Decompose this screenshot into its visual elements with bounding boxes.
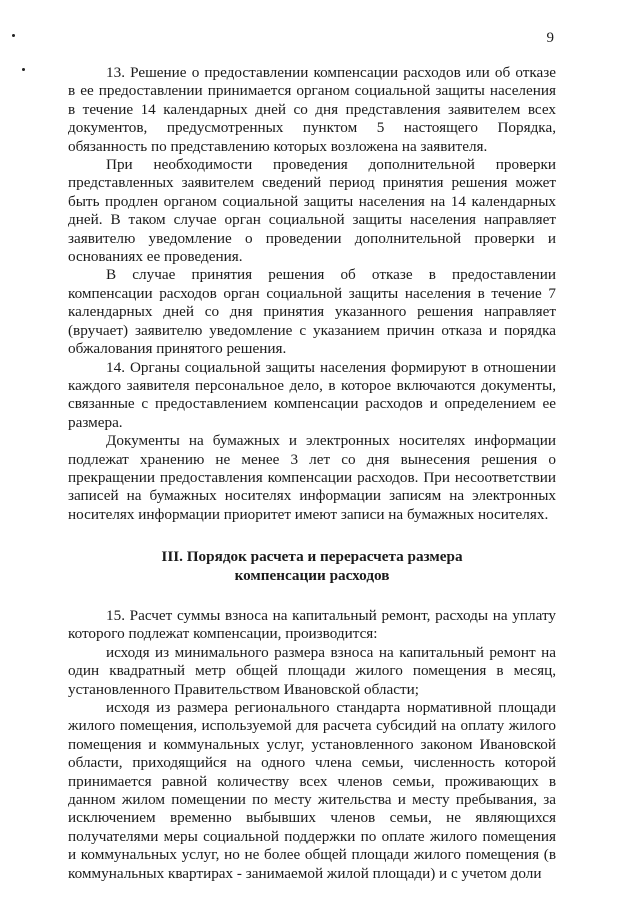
scan-speck-mark	[22, 68, 25, 71]
paragraph-regional-standard: исходя из размера регионального стандарта нормативной площади жилого помещения, используемой для расчета субсидий на оплату жилого помещения и коммунальных услуг, установленного законом Ивановской области, приходящийся на одного члена семьи, численность которой принимается равной количеству всех членов семьи, проживающих в данном жилом помещении по месту жительства и месту пребывания, за исключением временно выбывших членов семьи, не являющихся получателями меры социальной поддержки по оплате жилого помещения и коммунальных услуг, но не более общей площади жилого помещения (в коммунальных квартирах - занимаемой жилой площади) и с учетом доли	[68, 699, 556, 882]
paragraph-13: 13. Решение о предоставлении компенсации расходов или об отказе в ее предоставлении принимается органом социальной защиты населения в течение 14 календарных дней со дня представления заявителем всех документов, предусмотренных пунктом 5 настоящего Порядка, обязанность по представлению которых возложена на заявителя.	[68, 64, 556, 155]
scan-speck-mark	[12, 34, 15, 37]
paragraph-min-contribution: исходя из минимального размера взноса на капитальный ремонт на один квадратный метр общей площади жилого помещения в месяц, установленного Правительством Ивановской области;	[68, 643, 556, 698]
paragraph-refusal: В случае принятия решения об отказе в предоставлении компенсации расходов орган социальной защиты населения в течение 7 календарных дней со дня принятия указанного решения направляет (вручает) заявителю уведомление с указанием причин отказа и порядка обжалования принятого решения.	[68, 266, 556, 358]
paragraph-15: 15. Расчет суммы взноса на капитальный ремонт, расходы на уплату которого подлежат компенсации, производится:	[68, 606, 556, 643]
section-heading-line-2: компенсации расходов	[234, 566, 390, 584]
document-body	[68, 64, 556, 883]
paragraph-extension: При необходимости проведения дополнительной проверки представленных заявителем сведений период принятия решения может быть продлен органом социальной защиты населения на 14 календарных дней. В таком случае орган социальной защиты населения направляет заявителю уведомление о проведении дополнительной проверки и основаниях ее проведения.	[68, 156, 556, 266]
section-heading-line-1: III. Порядок расчета и перерасчета размера	[161, 548, 463, 566]
paragraph-14: 14. Органы социальной защиты населения формируют в отношении каждого заявителя персональное дело, в которое включаются документы, связанные с предоставлением компенсации расходов и определением ее размера.	[68, 358, 556, 431]
section-heading	[68, 548, 556, 585]
paragraph-storage: Документы на бумажных и электронных носителях информации подлежат хранению не менее 3 лет со дня вынесения решения о прекращении предоставления компенсации расходов. При несоответствии записей на бумажных носителях информации записям на электронных носителях информации приоритет имеют записи на бумажных носителях.	[68, 432, 556, 523]
page-number: 9	[546, 30, 554, 46]
